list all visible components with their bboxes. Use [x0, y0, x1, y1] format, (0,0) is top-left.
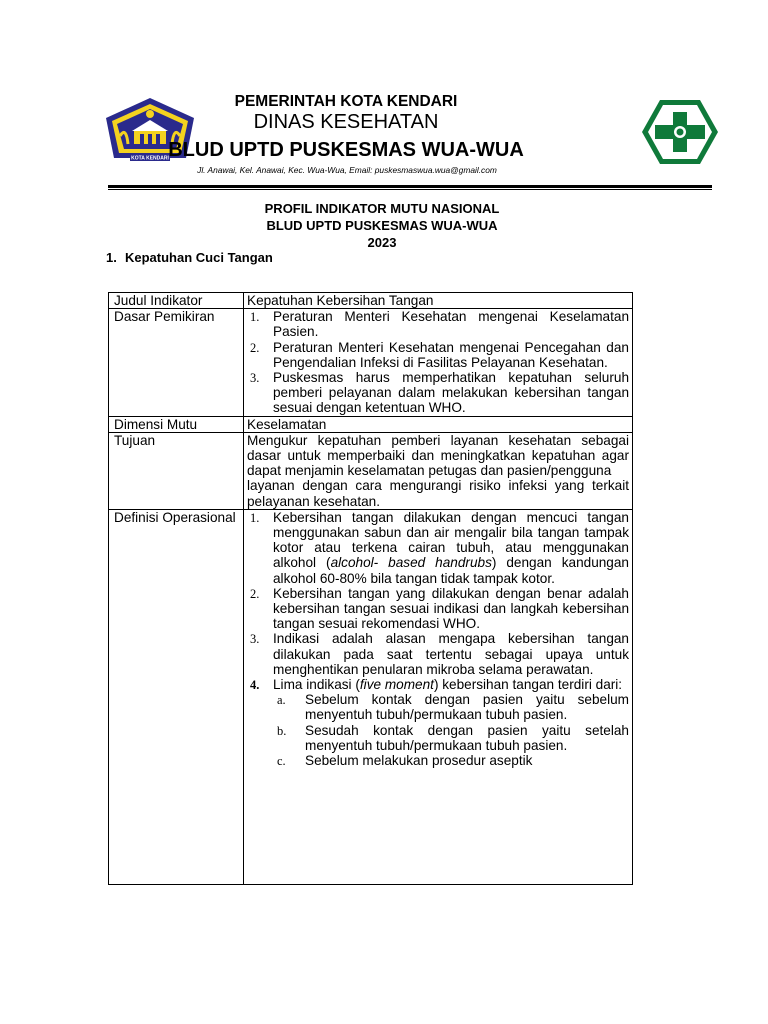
label-judul: Judul Indikator	[109, 293, 244, 309]
list-item: 1. Kebersihan tangan dilakukan dengan mencuci tangan menggunakan sabun dan air mengalir bila tangan tampak kotor atau terkena cairan tubuh, atau menggunakan alkohol (alcohol- based handrubs) dengan kandungan alkohol 60-80% bila tangan tidak tampak kotor.	[250, 509, 629, 586]
tujuan-paragraph-2: layanan dengan cara mengurangi risiko infeksi yang terkait pelayanan kesehatan.	[247, 478, 629, 509]
value-dimensi: Keselamatan	[244, 416, 633, 432]
list-item: 2. Peraturan Menteri Kesehatan mengenai Pencegahan dan Pengendalian Infeksi di Fasilitas Pelayanan Kesehatan.	[250, 339, 629, 370]
doc-title-year: 2023	[367, 235, 397, 250]
tujuan-paragraph-1: Mengukur kepatuhan pemberi layanan kesehatan sebagai dasar untuk memperbaiki dan meningkatkan kepatuhan agar dapat menjamin keselamatan petugas dan pasien/pengguna	[247, 432, 629, 479]
section-number: 1.	[106, 250, 117, 265]
indicator-table	[108, 292, 633, 885]
header-rule-thick	[108, 185, 712, 188]
list-item: 2. Kebersihan tangan yang dilakukan dengan benar adalah kebersihan tangan sesuai indikasi dan langkah kebersihan tangan sesuai rekomendasi WHO.	[250, 585, 629, 632]
value-judul: Kepatuhan Kebersihan Tangan	[244, 293, 633, 309]
label-tujuan: Tujuan	[109, 432, 244, 509]
list-item: 1. Peraturan Menteri Kesehatan mengenai Keselamatan Pasien.	[250, 309, 629, 340]
section-title: Kepatuhan Cuci Tangan	[125, 250, 273, 265]
table-row	[109, 309, 633, 416]
table-row	[109, 293, 633, 309]
value-tujuan	[244, 432, 633, 509]
list-item: a. Sebelum kontak dengan pasien yaitu sebelum menyentuh tubuh/permukaan tubuh pasien.	[277, 692, 629, 723]
header-rule-thin	[108, 189, 712, 190]
list-item: b. Sesudah kontak dengan pasien yaitu setelah menyentuh tubuh/permukaan tubuh pasien.	[277, 722, 629, 753]
table-row	[109, 416, 633, 432]
list-item: 3. Indikasi adalah alasan mengapa kebersihan tangan dilakukan pada saat tertentu sebagai upaya untuk menghentikan penularan mikroba selama perawatan.	[250, 631, 629, 677]
header-address: Jl. Anawai, Kel. Anawai, Kec. Wua-Wua, Email: puskesmaswua.wua@gmail.com	[197, 165, 497, 175]
header-department: DINAS KESEHATAN	[253, 111, 439, 133]
list-item: 3. Puskesmas harus memperhatikan kepatuhan seluruh pemberi pelayanan dalam melakukan kebersihan tangan sesuai dengan ketentuan WHO.	[250, 370, 629, 416]
list-item: 4. Lima indikasi (five moment) kebersihan tangan terdiri dari: a. Sebelum kontak dengan pasien yaitu sebelum menyentuh tubuh/permukaan tubuh pasien. b. Sesudah kontak dengan pasien yaitu setelah menyentuh tubuh/permukaan tubuh pasien. c. Sebelum melakukan prosedur aseptik	[247, 677, 629, 768]
doc-title-line1: PROFIL INDIKATOR MUTU NASIONAL	[264, 201, 500, 216]
doc-title-line2: BLUD UPTD PUSKESMAS WUA-WUA	[266, 218, 498, 233]
header-government: PEMERINTAH KOTA KENDARI	[234, 93, 458, 110]
label-definisi: Definisi Operasional	[109, 509, 244, 884]
label-dimensi: Dimensi Mutu	[109, 416, 244, 432]
value-dasar	[244, 309, 633, 416]
section-heading	[106, 250, 273, 265]
list-item: c. Sebelum melakukan prosedur aseptik	[277, 753, 533, 769]
label-dasar: Dasar Pemikiran	[109, 309, 244, 416]
table-row	[109, 509, 633, 884]
logo-caption: KOTA KENDARI	[131, 155, 169, 162]
header-institution: BLUD UPTD PUSKESMAS WUA-WUA	[168, 139, 524, 161]
table-row	[109, 432, 633, 509]
value-definisi	[244, 509, 633, 884]
